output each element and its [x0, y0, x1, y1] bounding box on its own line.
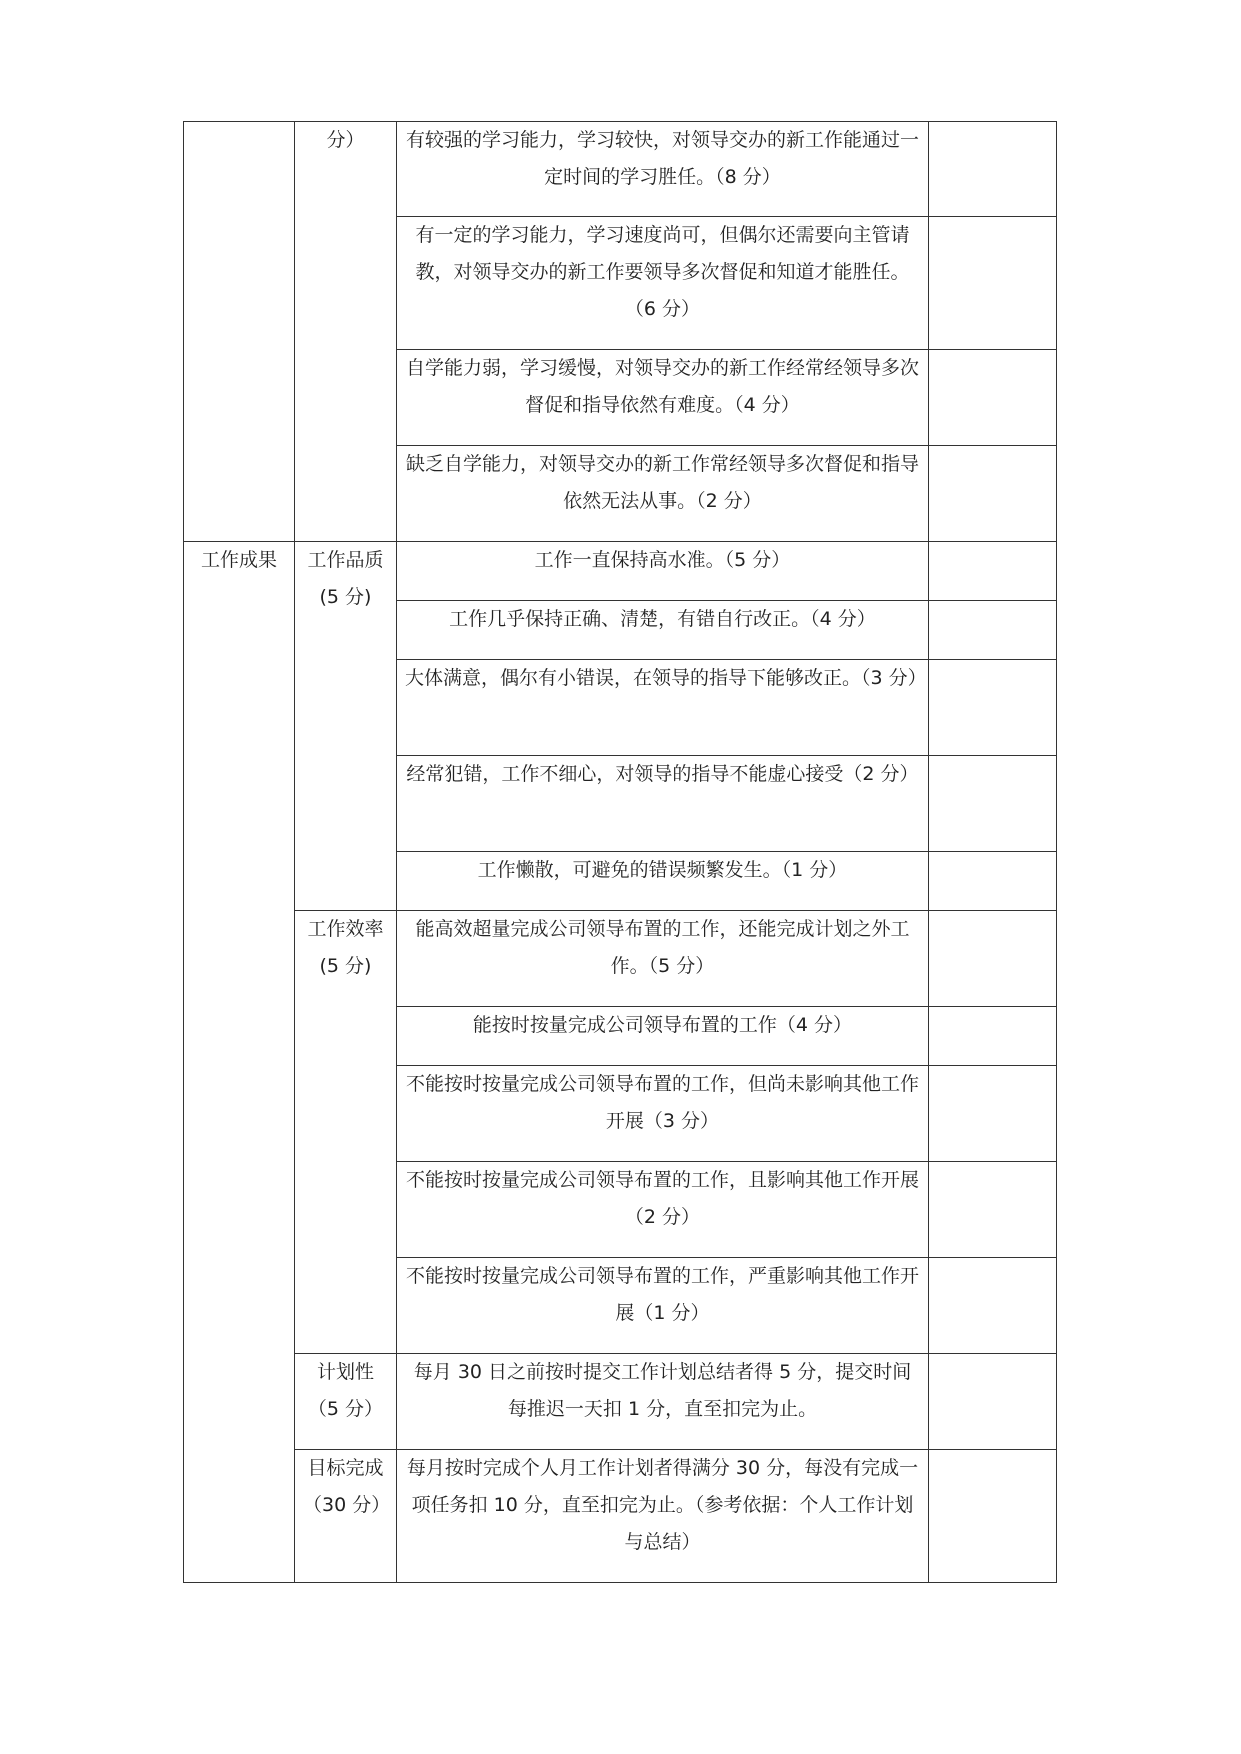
- sub-category-quality: 工作品质(5 分): [295, 542, 397, 911]
- criteria-cell: 能高效超量完成公司领导布置的工作，还能完成计划之外工作。（5 分）: [397, 911, 929, 1007]
- criteria-cell: 工作几乎保持正确、清楚，有错自行改正。（4 分）: [397, 601, 929, 660]
- table-row: [184, 1450, 1057, 1583]
- score-cell[interactable]: [929, 911, 1057, 1007]
- table-row: [184, 122, 1057, 217]
- table-row: [184, 1354, 1057, 1450]
- score-cell[interactable]: [929, 542, 1057, 601]
- score-cell[interactable]: [929, 446, 1057, 542]
- score-cell[interactable]: [929, 350, 1057, 446]
- score-cell[interactable]: [929, 1258, 1057, 1354]
- criteria-cell: 经常犯错，工作不细心，对领导的指导不能虚心接受（2 分）: [397, 756, 929, 852]
- score-cell[interactable]: [929, 1162, 1057, 1258]
- table-row: [184, 911, 1057, 1007]
- sub-category-cell: 分）: [295, 122, 397, 542]
- score-cell[interactable]: [929, 601, 1057, 660]
- criteria-cell: 有一定的学习能力，学习速度尚可，但偶尔还需要向主管请教，对领导交办的新工作要领导多次督促和知道才能胜任。（6 分）: [397, 217, 929, 350]
- criteria-cell: 大体满意，偶尔有小错误，在领导的指导下能够改正。（3 分）: [397, 660, 929, 756]
- criteria-cell: 每月 30 日之前按时提交工作计划总结者得 5 分，提交时间每推迟一天扣 1 分，直至扣完为止。: [397, 1354, 929, 1450]
- score-cell[interactable]: [929, 660, 1057, 756]
- criteria-cell: 工作懒散，可避免的错误频繁发生。（1 分）: [397, 852, 929, 911]
- criteria-cell: 不能按时按量完成公司领导布置的工作，严重影响其他工作开展（1 分）: [397, 1258, 929, 1354]
- criteria-cell: 不能按时按量完成公司领导布置的工作，但尚未影响其他工作开展（3 分）: [397, 1066, 929, 1162]
- score-cell[interactable]: [929, 1354, 1057, 1450]
- score-cell[interactable]: [929, 756, 1057, 852]
- criteria-cell: 不能按时按量完成公司领导布置的工作，且影响其他工作开展（2 分）: [397, 1162, 929, 1258]
- table-row: [184, 542, 1057, 601]
- criteria-cell: 工作一直保持高水准。（5 分）: [397, 542, 929, 601]
- score-cell[interactable]: [929, 1066, 1057, 1162]
- category-work-results: 工作成果: [184, 542, 295, 1583]
- sub-category-efficiency: 工作效率(5 分): [295, 911, 397, 1354]
- score-cell[interactable]: [929, 852, 1057, 911]
- criteria-cell: 缺乏自学能力，对领导交办的新工作常经领导多次督促和指导依然无法从事。（2 分）: [397, 446, 929, 542]
- criteria-cell: 自学能力弱，学习缓慢，对领导交办的新工作经常经领导多次督促和指导依然有难度。（4 分）: [397, 350, 929, 446]
- score-cell[interactable]: [929, 217, 1057, 350]
- criteria-cell: 有较强的学习能力，学习较快，对领导交办的新工作能通过一定时间的学习胜任。（8 分）: [397, 122, 929, 217]
- score-cell[interactable]: [929, 1007, 1057, 1066]
- sub-category-target: 目标完成（30 分）: [295, 1450, 397, 1583]
- criteria-cell: 能按时按量完成公司领导布置的工作（4 分）: [397, 1007, 929, 1066]
- criteria-cell: 每月按时完成个人月工作计划者得满分 30 分，每没有完成一项任务扣 10 分，直至扣完为止。（参考依据：个人工作计划与总结）: [397, 1450, 929, 1583]
- sub-category-planning: 计划性（5 分）: [295, 1354, 397, 1450]
- evaluation-table: [183, 121, 1057, 1583]
- score-cell[interactable]: [929, 122, 1057, 217]
- score-cell[interactable]: [929, 1450, 1057, 1583]
- category-cell-empty: [184, 122, 295, 542]
